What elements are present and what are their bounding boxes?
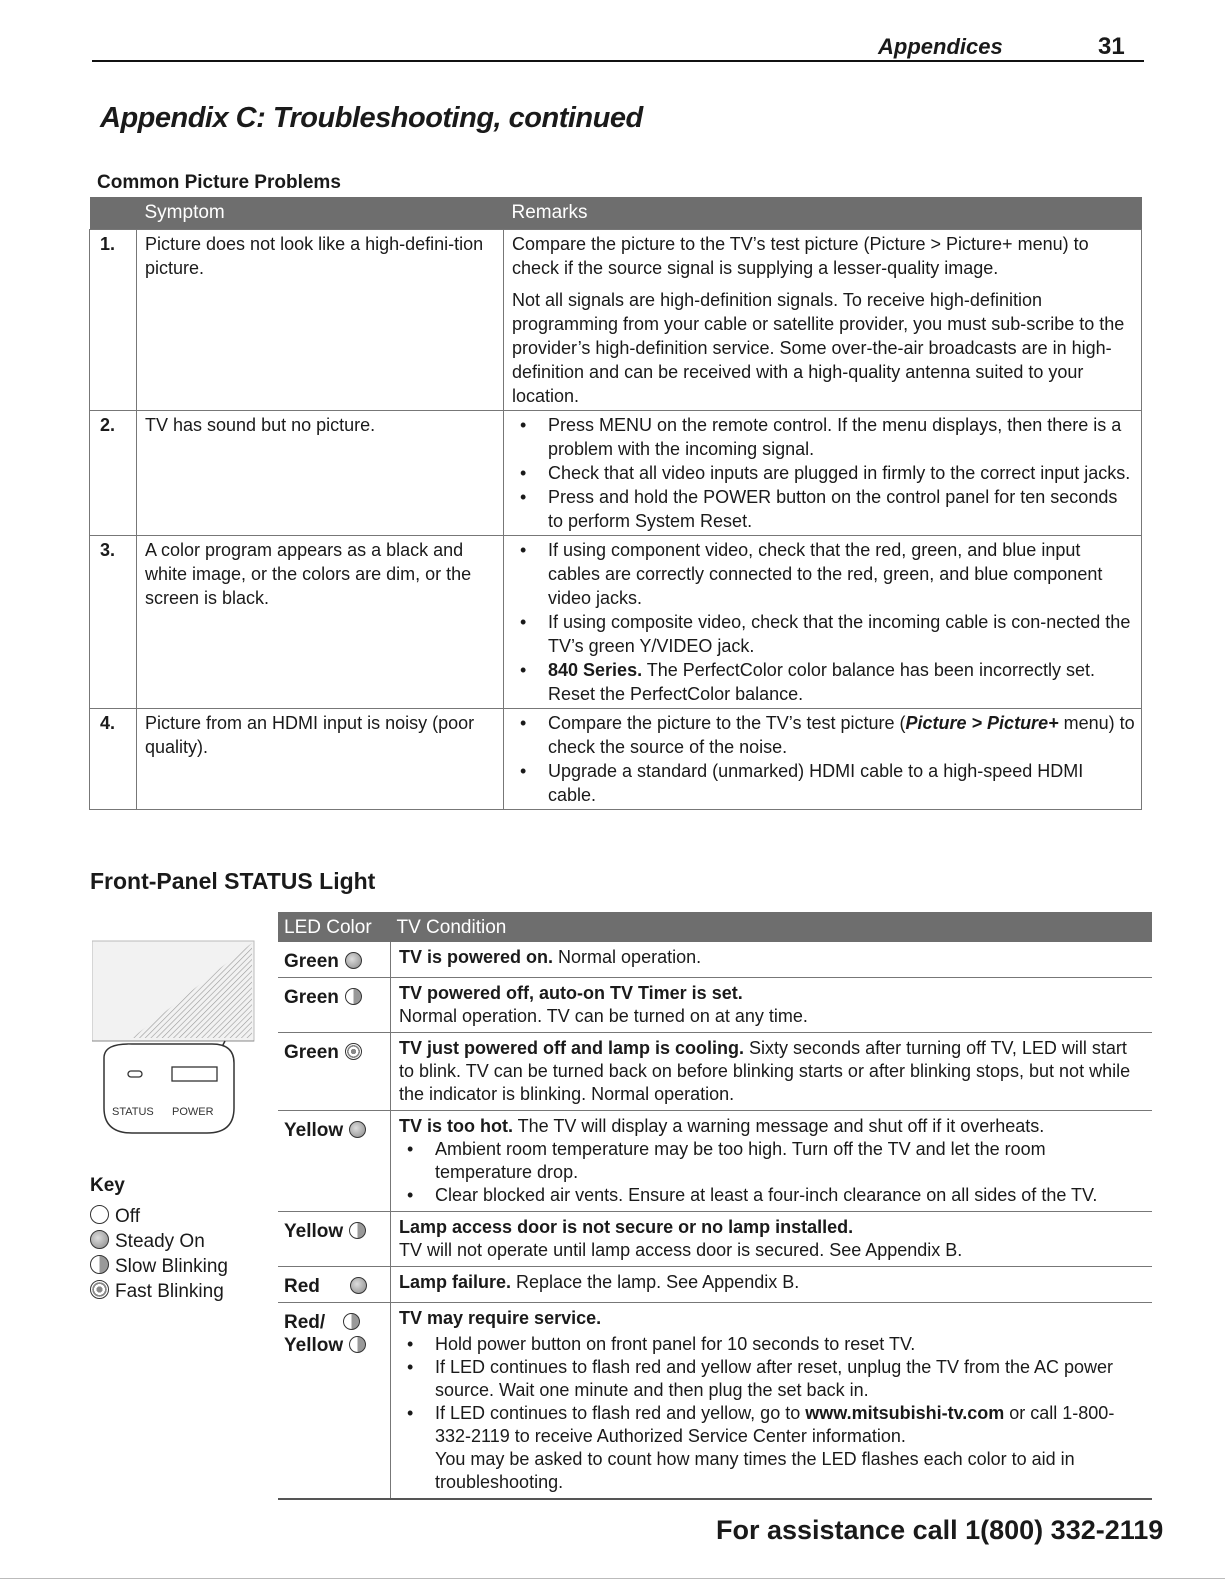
list-item: • Ambient room temperature may be too high. Turn off the TV and let the room temperature drop.: [399, 1138, 1146, 1184]
list-item: [512, 658, 1135, 706]
status-light-title: Front-Panel STATUS Light: [90, 868, 376, 894]
key-label: Slow Blinking: [115, 1256, 228, 1277]
table-row: [278, 1267, 1152, 1303]
header-section: Appendices: [878, 34, 1003, 59]
list-item: [512, 711, 1135, 759]
led-cell: [278, 1267, 391, 1303]
table-row: [90, 411, 1142, 536]
key-title: Key: [90, 1175, 125, 1196]
table-header-row: [90, 197, 1142, 230]
key-label: Off: [115, 1206, 140, 1227]
led-label: Green: [284, 1042, 339, 1063]
steady-on-icon: [349, 1121, 366, 1138]
condition-title: TV powered off, auto-on TV Timer is set.: [399, 983, 743, 1003]
remarks-cell: [504, 411, 1142, 536]
led-label: Yellow: [284, 1335, 344, 1356]
led-cell: [278, 1111, 391, 1212]
table-header-row: [278, 912, 1152, 942]
common-picture-problems-title: Common Picture Problems: [97, 172, 341, 193]
slow-blinking-icon: [349, 1222, 366, 1239]
steady-on-icon: [350, 1277, 367, 1294]
footer-assistance: For assistance call 1(800) 332-2119: [716, 1515, 1164, 1545]
table-row: [278, 1212, 1152, 1267]
condition-cell: [391, 1267, 1153, 1303]
remarks-header: Remarks: [504, 197, 1142, 230]
key-item-slow: [90, 1254, 228, 1279]
header-rule: [92, 60, 1144, 62]
condition-title: TV just powered off and lamp is cooling.: [399, 1038, 745, 1058]
key-item-fast: [90, 1279, 228, 1304]
led-label: Green: [284, 951, 339, 972]
steady-on-icon: [90, 1230, 109, 1249]
slow-blinking-icon: [349, 1336, 366, 1353]
list-item: • Press MENU on the remote control. If the menu displays, then there is a problem with the incoming signal.: [512, 413, 1135, 461]
status-light-table: [278, 912, 1152, 1500]
key-label: Fast Blinking: [115, 1281, 224, 1302]
slow-blinking-icon: [90, 1255, 109, 1274]
list-item-text: menu) to check the source of the noise.: [548, 713, 1135, 757]
remarks-cell: [504, 536, 1142, 709]
led-cell: [278, 1212, 391, 1267]
table-row: [90, 230, 1142, 411]
row-number: 2.: [90, 411, 137, 536]
website-link[interactable]: www.mitsubishi-tv.com: [805, 1403, 1005, 1423]
remarks-cell: [504, 230, 1142, 411]
table-row: [278, 942, 1152, 978]
page-number: 31: [1098, 33, 1125, 60]
key-label: Steady On: [115, 1231, 205, 1252]
led-cell: [278, 1303, 391, 1500]
key-item-off: [90, 1204, 228, 1229]
led-cell: [278, 942, 391, 978]
led-label: Yellow: [284, 1120, 344, 1141]
condition-title: Lamp failure.: [399, 1272, 512, 1292]
status-panel-label: STATUS: [112, 1106, 154, 1118]
condition-text: Normal operation.: [553, 947, 702, 967]
list-item-text: The PerfectColor color balance has been incorrectly set. Reset the PerfectColor balance.: [548, 660, 1095, 704]
bottom-rule: [0, 1578, 1225, 1579]
symptom-cell: Picture does not look like a high-defini-tion picture.: [137, 230, 504, 411]
led-label: Red/: [284, 1312, 326, 1333]
off-icon: [90, 1205, 109, 1224]
condition-text: Normal operation. TV can be turned on at any time.: [399, 1006, 808, 1026]
appendix-title: Appendix C: Troubleshooting, continued: [100, 102, 643, 134]
table-row: [278, 1033, 1152, 1111]
list-item: • Upgrade a standard (unmarked) HDMI cable to a high-speed HDMI cable.: [512, 759, 1135, 807]
led-color-header: LED Color: [278, 912, 391, 942]
tv-panel-icon: [92, 938, 257, 1138]
remarks-cell: [504, 709, 1142, 810]
condition-title: TV may require service.: [399, 1308, 602, 1328]
table-row: [278, 1303, 1152, 1500]
table-row: [90, 536, 1142, 709]
list-item: • If using composite video, check that the incoming cable is con-nected the TV’s green Y/VIDEO jack.: [512, 610, 1135, 658]
slow-blinking-icon: [345, 988, 362, 1005]
condition-text: Sixty seconds after turning off TV, LED will start to blink. TV can be turned back on before blinking starts or after blinking stops, but not while the indicator is blinking. Normal operation.: [399, 1038, 1131, 1104]
series-label: 840 Series.: [548, 660, 643, 680]
list-item-text: You may be asked to count how many times the LED flashes each color to aid in troubleshooting.: [435, 1449, 1075, 1492]
table-row: [278, 978, 1152, 1033]
led-cell: [278, 978, 391, 1033]
condition-cell: [391, 978, 1153, 1033]
table-row: [90, 709, 1142, 810]
condition-cell: [391, 1212, 1153, 1267]
condition-title: Lamp access door is not secure or no lamp installed.: [399, 1217, 854, 1237]
row-number: 4.: [90, 709, 137, 810]
list-item-text: If LED continues to flash red and yellow, go to: [435, 1403, 806, 1423]
condition-cell: [391, 1111, 1153, 1212]
symptom-cell: Picture from an HDMI input is noisy (poor quality).: [137, 709, 504, 810]
list-item-text: Compare the picture to the TV’s test picture (: [548, 713, 906, 733]
list-item: • Hold power button on front panel for 10 seconds to reset TV.: [399, 1333, 1146, 1356]
fast-blinking-icon: [345, 1043, 362, 1060]
list-item: • If using component video, check that the red, green, and blue input cables are correctly connected to the red, green, and blue component video jacks.: [512, 538, 1135, 610]
led-label: Green: [284, 987, 339, 1008]
list-item-text: or call 1-800-332-2119 to receive Authorized Service Center information.: [435, 1403, 1115, 1446]
condition-cell: [391, 1303, 1153, 1500]
picture-problems-table: [89, 197, 1142, 810]
row-number: 1.: [90, 230, 137, 411]
menu-path: Picture > Picture+: [905, 713, 1059, 733]
led-cell: [278, 1033, 391, 1111]
power-panel-label: POWER: [172, 1106, 214, 1118]
condition-text: TV will not operate until lamp access door is secured. See Appendix B.: [399, 1240, 963, 1260]
condition-title: TV is powered on.: [399, 947, 554, 967]
tv-condition-header: TV Condition: [391, 912, 1153, 942]
condition-cell: [391, 942, 1153, 978]
list-item: • Clear blocked air vents. Ensure at least a four-inch clearance on all sides of the TV.: [399, 1184, 1146, 1207]
symptom-header: Symptom: [137, 197, 504, 230]
tv-front-panel-illustration: [92, 938, 257, 1138]
condition-title: TV is too hot.: [399, 1116, 513, 1136]
symptom-cell: A color program appears as a black and white image, or the colors are dim, or the screen is black.: [137, 536, 504, 709]
slow-blinking-icon: [343, 1313, 360, 1330]
list-item: • Press and hold the POWER button on the control panel for ten seconds to perform System Reset.: [512, 485, 1135, 533]
symptom-cell: TV has sound but no picture.: [137, 411, 504, 536]
condition-text: Replace the lamp. See Appendix B.: [511, 1272, 800, 1292]
table-row: [278, 1111, 1152, 1212]
led-label: Red: [284, 1276, 320, 1297]
fast-blinking-icon: [90, 1280, 109, 1299]
condition-text: The TV will display a warning message and shut off if it overheats.: [513, 1116, 1045, 1136]
condition-cell: [391, 1033, 1153, 1111]
led-label: Yellow: [284, 1221, 344, 1242]
remark-text: Not all signals are high-definition signals. To receive high-definition programming from your cable or satellite provider, you must sub-scribe to the provider’s high-definition service. Some over-the-air broadcasts are in high-definition and can be received with a high-quality antenna suited to your location.: [512, 290, 1125, 406]
key-legend: [90, 1204, 228, 1304]
list-item: • Check that all video inputs are plugged in firmly to the correct input jacks.: [512, 461, 1135, 485]
key-item-steady: [90, 1229, 228, 1254]
list-item: • If LED continues to flash red and yellow after reset, unplug the TV from the AC power source. Wait one minute and then plug the set back in.: [399, 1356, 1146, 1402]
row-number: 3.: [90, 536, 137, 709]
list-item: [399, 1402, 1146, 1494]
remark-text: Compare the picture to the TV’s test picture (Picture > Picture+ menu) to check if the source signal is supplying a lesser-quality image.: [512, 234, 1089, 278]
steady-on-icon: [345, 952, 362, 969]
